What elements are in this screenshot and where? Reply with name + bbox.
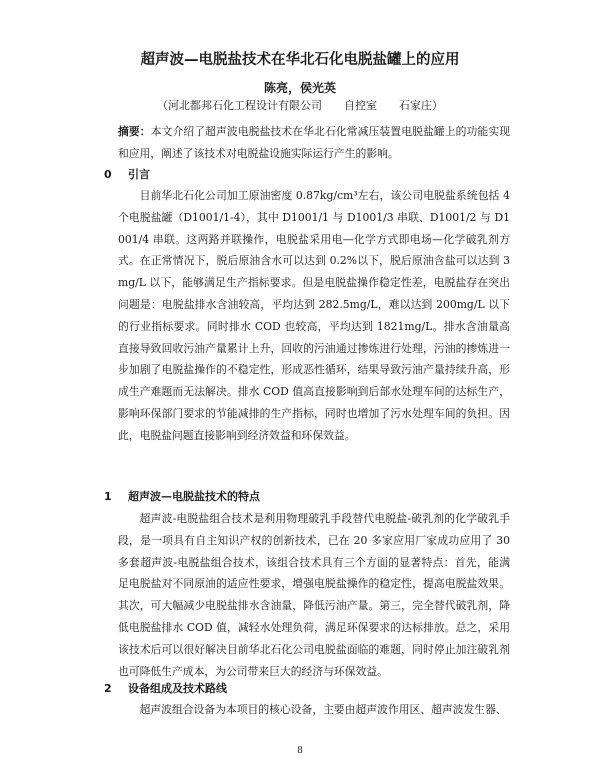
abstract-label: 摘要： bbox=[118, 125, 151, 138]
section-title-0: 引言 bbox=[128, 168, 150, 181]
abstract-text: 本文介绍了超声波电脱盐技术在华北石化常减压装置电脱盐罐上的功能实现和应用，阐述了该技术对电脱盐设施实际运行产生的影响。 bbox=[118, 125, 511, 160]
section-title-2: 设备组成及技术路线 bbox=[128, 682, 227, 695]
paper-title: 超声波—电脱盐技术在华北石化电脱盐罐上的应用 bbox=[140, 52, 460, 68]
paragraph-equipment: 超声波组合设备为本项目的核心设备，主要由超声波作用区、超声波发生器、 bbox=[139, 703, 507, 716]
section-number-0: 0 bbox=[104, 168, 112, 181]
section-number-2: 2 bbox=[104, 682, 112, 695]
section-heading-1 bbox=[104, 488, 260, 504]
abstract bbox=[118, 121, 510, 165]
section-heading-0 bbox=[104, 166, 150, 182]
paragraph-features: 超声波-电脱盐组合技术是利用物理破乳手段替代电脱盐-破乳剂的化学破乳手段，是一项具有自主知识产权的创新技术，已在 20 多家应用厂家成功应用了 30 多套超声波-电脱盐组合技术，该组合技术具有三个方面的显著特点：首先，能满足电脱盐对不同原油的适应性要求，增强电脱盐操作的稳定性，提高电脱盐效果。其次，可大幅减少电脱盐排水含油量，降低污油产量。第三，完全替代破乳剂，降低电脱盐排水 COD 值，减轻水处理负荷，满足环保要求的达标排放。总之，采用该技术后可以很好解决目前华北石化公司电脱盐面临的难题，同时停止加注破乳剂也可降低生产成本，为公司带来巨大的经济与环保效益。 bbox=[118, 512, 510, 678]
section-number-1: 1 bbox=[104, 490, 112, 503]
paragraph-intro: 目前华北石化公司加工原油密度 0.87kg/cm³左右，该公司电脱盐系统包括 4 个电脱盐罐（D1001/1-4），其中 D1001/1 与 D1001/3 串联、D1001/2 与 D1001/4 串联。这两路并联操作，电脱盐采用电—化学方式即电场—化学破乳剂方式。在正常情况下，脱后原油含水可以达到 0.2%以下，脱后原油含盐可以达到 3mg/L 以下，能够满足生产指标要求。但是电脱盐操作稳定性差，电脱盐存在突出问题是：电脱盐排水含油较高，平均达到 282.5mg/L，难以达到 200mg/L 以下的行业指标要求。同时排水 COD 也较高，平均达到 1821mg/L。排水含油量高直接导致回收污油产量累计上升，回收的污油通过掺炼进行处理，污油的掺炼进一步加剧了电脱盐操作的不稳定性，形成恶性循环，结果导致污油产量持续升高，形成生产难题而无法解决。排水 COD 值高直接影响到后部水处理车间的达标生产，影响环保部门要求的节能减排的生产指标，同时也增加了污水处理车间的负担。因此，电脱盐问题直接影响到经济效益和环保效益。 bbox=[118, 189, 510, 442]
page-number: 8 bbox=[297, 746, 303, 756]
paper-affiliation: （河北都邦石化工程设计有限公司 自控室 石家庄） bbox=[157, 99, 443, 112]
section-title-1: 超声波—电脱盐技术的特点 bbox=[128, 490, 260, 503]
paper-authors: 陈亮，侯光英 bbox=[263, 81, 336, 95]
section-heading-2 bbox=[104, 680, 227, 696]
